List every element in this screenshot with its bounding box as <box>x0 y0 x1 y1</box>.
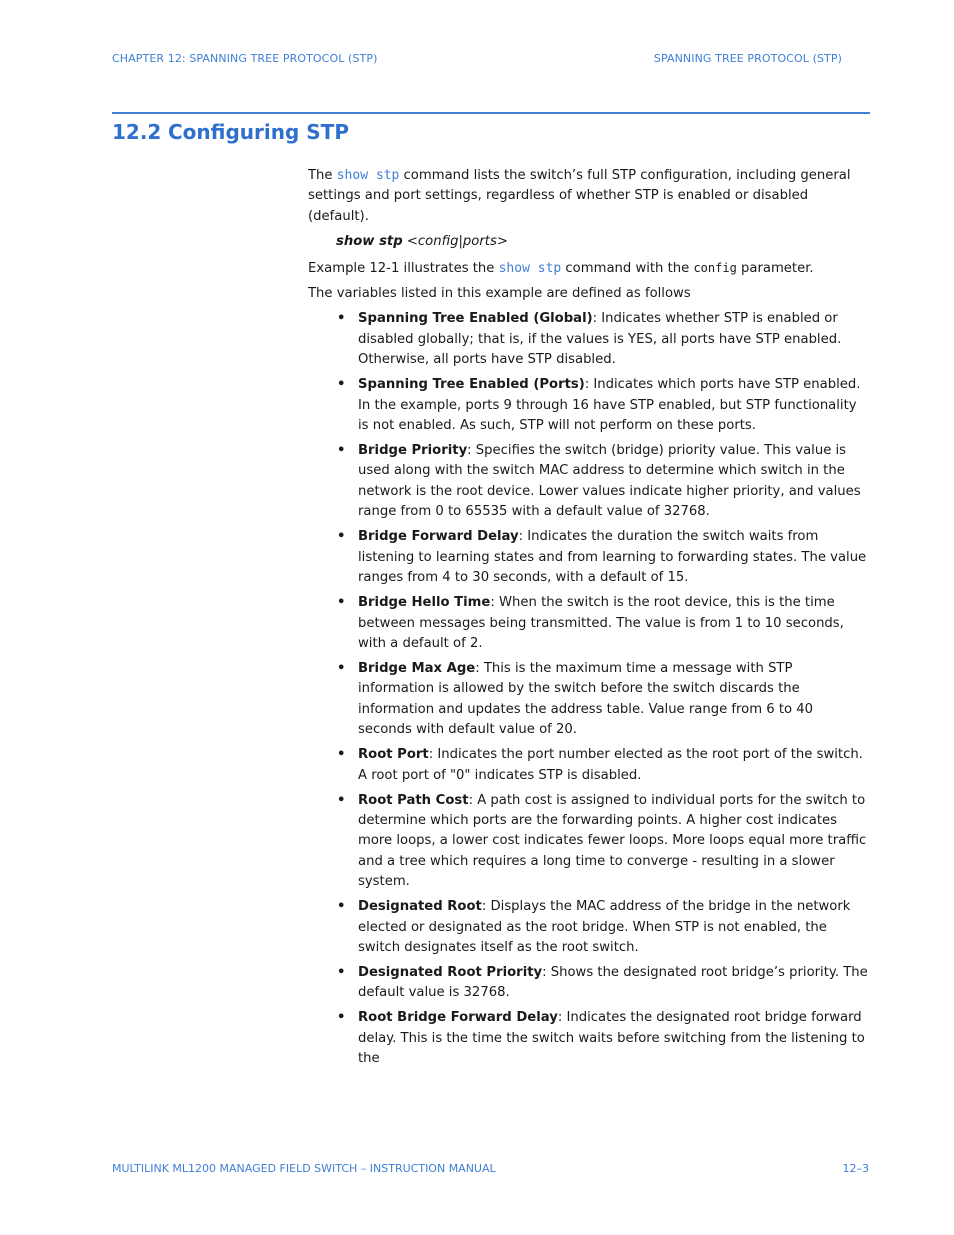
list-item <box>337 963 870 1004</box>
bullet-icon: • <box>337 747 346 763</box>
bullet-icon: • <box>337 899 346 915</box>
example-mid: command with the <box>561 260 694 276</box>
intro-paragraph <box>308 166 870 227</box>
term: Spanning Tree Enabled (Global) <box>358 311 593 327</box>
list-item <box>337 441 870 523</box>
bullet-icon: • <box>337 529 346 545</box>
syntax-args: <config|ports> <box>402 234 508 250</box>
running-header-section: SPANNING TREE PROTOCOL (STP) <box>653 52 842 65</box>
term: Spanning Tree Enabled (Ports) <box>358 377 585 393</box>
term: Root Bridge Forward Delay <box>358 1010 558 1026</box>
definition: : Shows the designated root bridge’s priority. The default value is 32768. <box>358 964 868 1001</box>
bullet-icon: • <box>337 964 346 980</box>
definition: : When the switch is the root device, this is the time between messages being transmitted. The value is from 1 to 10 seconds, with a default of 2. <box>358 595 844 651</box>
example-paragraph <box>308 258 870 279</box>
list-item <box>337 527 870 588</box>
footer-page-number: 12–3 <box>842 1162 869 1175</box>
term: Root Port <box>358 747 429 763</box>
command-syntax <box>336 232 870 252</box>
definition: : Indicates which ports have STP enabled. In the example, ports 9 through 16 have STP enabled, but STP functionality is not enabled. As such, STP will not perform on these ports. <box>358 377 861 434</box>
bullet-icon: • <box>337 311 346 327</box>
variables-intro: The variables listed in this example are defined as follows <box>308 286 691 302</box>
bullet-icon: • <box>337 377 346 393</box>
running-header-chapter: CHAPTER 12: SPANNING TREE PROTOCOL (STP) <box>112 52 378 65</box>
definition: : Indicates the designated root bridge forward delay. This is the time the switch waits before switching from the listening to the <box>358 1010 865 1067</box>
bullet-icon: • <box>337 595 346 611</box>
section-heading <box>112 120 349 144</box>
list-item <box>337 1008 870 1069</box>
term: Root Path Cost <box>358 792 469 808</box>
intro-pre: The <box>308 168 337 183</box>
definition: : Displays the MAC address of the bridge in the network elected or designated as the root bridge. When STP is not enabled, the switch designates itself as the root switch. <box>358 899 851 955</box>
term: Bridge Priority <box>358 443 468 459</box>
body-text <box>308 166 870 1074</box>
list-item <box>337 375 870 436</box>
example-post: parameter. <box>736 260 814 276</box>
term: Bridge Hello Time <box>358 595 491 611</box>
inline-command: show stp <box>498 260 562 276</box>
intro-post: command lists the switch’s full STP configuration, including general settings and port settings, regardless of whether STP is enabled or disabled (default). <box>308 168 851 224</box>
bullet-icon: • <box>337 1010 346 1026</box>
variable-definitions-list <box>308 309 870 1069</box>
list-item <box>337 659 870 741</box>
definition: : A path cost is assigned to individual ports for the switch to determine which ports are the forwarding points. A higher cost indicates more loops, a lower cost indicates fewer loops. More loops equal more traffic and a tree which requires a long time to converge - resulting in a slower system. <box>358 792 867 890</box>
list-item <box>337 593 870 654</box>
definition: : Indicates the port number elected as the root port of the switch. A root port of "0" indicates STP is disabled. <box>358 747 863 783</box>
list-item <box>337 897 870 958</box>
term: Designated Root Priority <box>358 964 543 980</box>
bullet-icon: • <box>337 443 346 459</box>
definition: : Indicates whether STP is enabled or disabled globally; that is, if the values is YES, all ports have STP enabled. Otherwise, all ports have STP disabled. <box>358 311 842 368</box>
bullet-icon: • <box>337 792 346 808</box>
list-item <box>337 309 870 370</box>
example-pre: Example 12-1 illustrates the <box>308 260 499 276</box>
definition: : Indicates the duration the switch waits from listening to learning states and from learning to forwarding states. The value ranges from 4 to 30 seconds, with a default of 15. <box>358 529 867 586</box>
inline-command: show stp <box>336 168 400 183</box>
section-divider <box>112 112 870 114</box>
inline-parameter: config <box>693 260 737 275</box>
definition: : Specifies the switch (bridge) priority value. This value is used along with the switch MAC address to determine which switch in the network is the root device. Lower values indicate higher priority, and values range from 0 to 65535 with a default value of 32768. <box>358 443 861 520</box>
term: Bridge Max Age <box>358 660 476 676</box>
list-item <box>337 745 870 786</box>
footer-manual-title: MULTILINK ML1200 MANAGED FIELD SWITCH – INSTRUCTION MANUAL <box>112 1162 496 1175</box>
term: Designated Root <box>358 899 482 915</box>
syntax-command: show stp <box>336 234 403 250</box>
section-title-text: Configuring STP <box>168 120 349 144</box>
section-number: 12.2 <box>112 120 162 144</box>
definition: : This is the maximum time a message with STP information is allowed by the switch before the switch discards the information and updates the address table. Value range from 6 to 40 seconds with default value of 20. <box>358 660 814 738</box>
bullet-icon: • <box>337 660 346 676</box>
list-item <box>337 791 870 893</box>
term: Bridge Forward Delay <box>358 529 519 545</box>
